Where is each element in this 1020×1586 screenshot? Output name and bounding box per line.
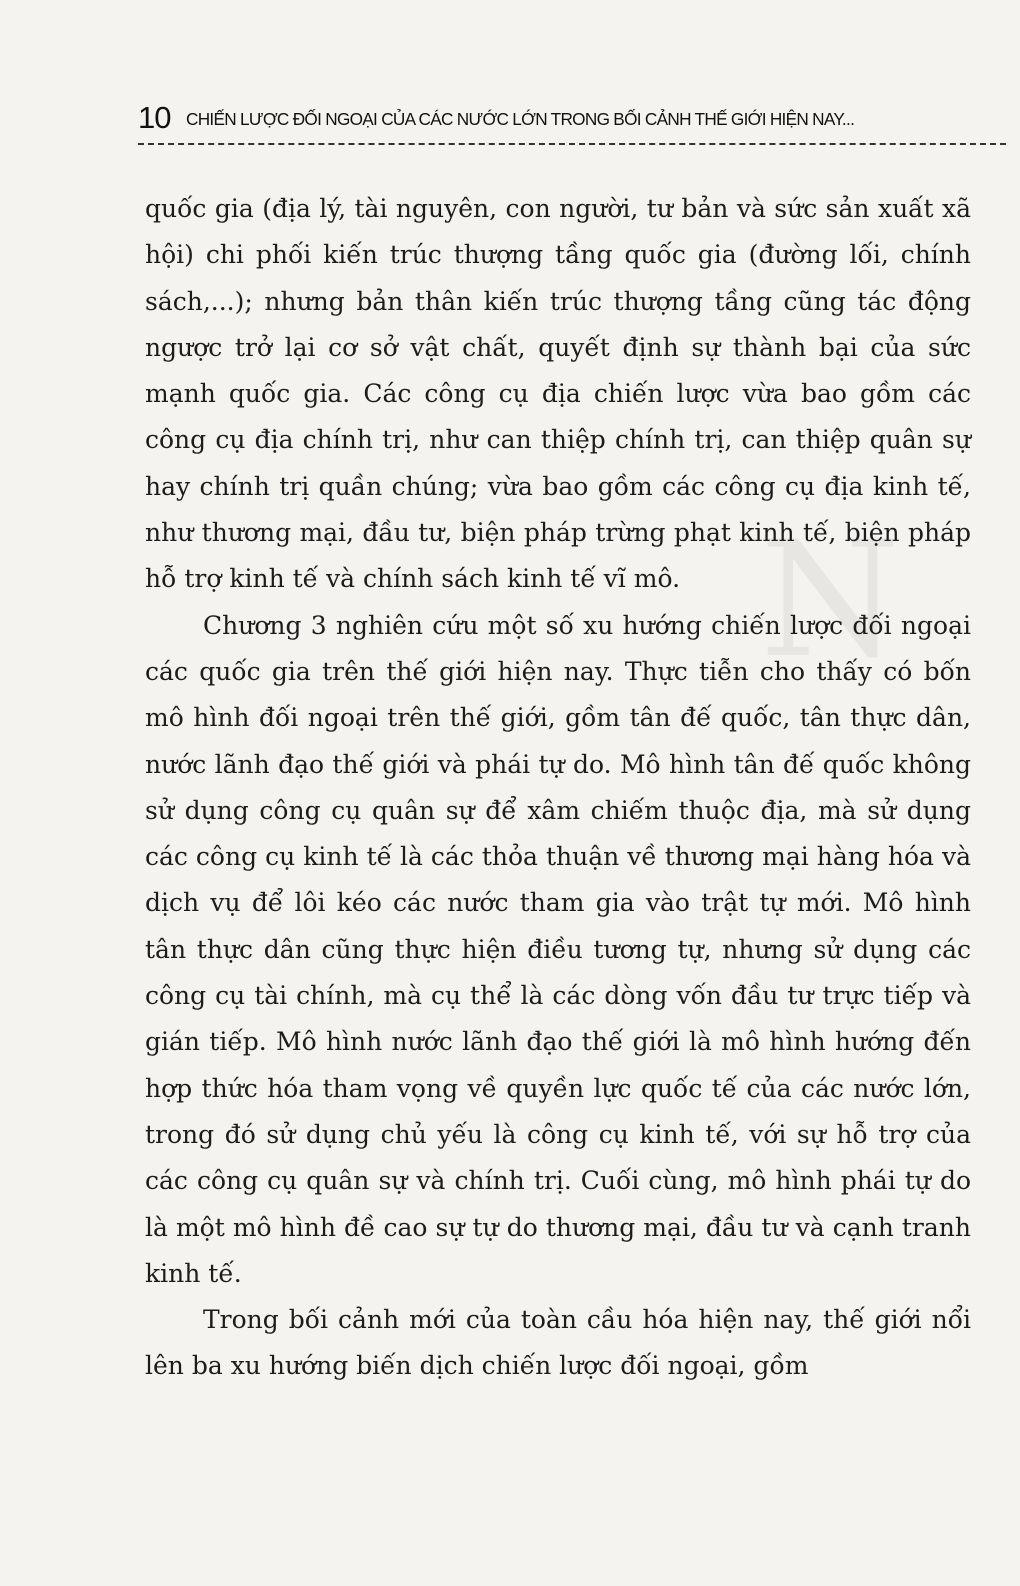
running-header [138, 100, 1014, 140]
body-text [145, 186, 971, 1390]
header-dashed-rule [138, 143, 1006, 145]
paragraph-context: Trong bối cảnh mới của toàn cầu hóa hiện nay, thế giới nổi lên ba xu hướng biến dịch chiến lược đối ngoại, gồm [145, 1305, 971, 1381]
paragraph-continued: quốc gia (địa lý, tài nguyên, con người, tư bản và sức sản xuất xã hội) chi phối kiến trúc thượng tầng quốc gia (đường lối, chính sách,...); nhưng bản thân kiến trúc thượng tầng cũng tác động ngược trở lại cơ sở vật chất, quyết định sự thành bại của sức mạnh quốc gia. Các công cụ địa chiến lược vừa bao gồm các công cụ địa chính trị, như can thiệp chính trị, can thiệp quân sự hay chính trị quần chúng; vừa bao gồm các công cụ địa kinh tế, như thương mại, đầu tư, biện pháp trừng phạt kinh tế, biện pháp hỗ trợ kinh tế và chính sách kinh tế vĩ mô. [145, 194, 971, 594]
page-number: 10 [138, 100, 171, 135]
paragraph-chapter-3: Chương 3 nghiên cứu một số xu hướng chiến lược đối ngoại các quốc gia trên thế giới hiện nay. Thực tiễn cho thấy có bốn mô hình đối ngoại trên thế giới, gồm tân đế quốc, tân thực dân, nước lãnh đạo thế giới và phái tự do. Mô hình tân đế quốc không sử dụng công cụ quân sự để xâm chiếm thuộc địa, mà sử dụng các công cụ kinh tế là các thỏa thuận về thương mại hàng hóa và dịch vụ để lôi kéo các nước tham gia vào trật tự mới. Mô hình tân thực dân cũng thực hiện điều tương tự, nhưng sử dụng các công cụ tài chính, mà cụ thể là các dòng vốn đầu tư trực tiếp và gián tiếp. Mô hình nước lãnh đạo thế giới là mô hình hướng đến hợp thức hóa tham vọng về quyền lực quốc tế của các nước lớn, trong đó sử dụng chủ yếu là công cụ kinh tế, với sự hỗ trợ của các công cụ quân sự và chính trị. Cuối cùng, mô hình phái tự do là một mô hình đề cao sự tự do thương mại, đầu tư và cạnh tranh kinh tế. [145, 610, 971, 1288]
running-title: CHIẾN LƯỢC ĐỐI NGOẠI CỦA CÁC NƯỚC LỚN TRONG BỐI CẢNH THẾ GIỚI HIỆN NAY... [186, 109, 855, 129]
bleed-through-large-letter: N [760, 506, 900, 693]
